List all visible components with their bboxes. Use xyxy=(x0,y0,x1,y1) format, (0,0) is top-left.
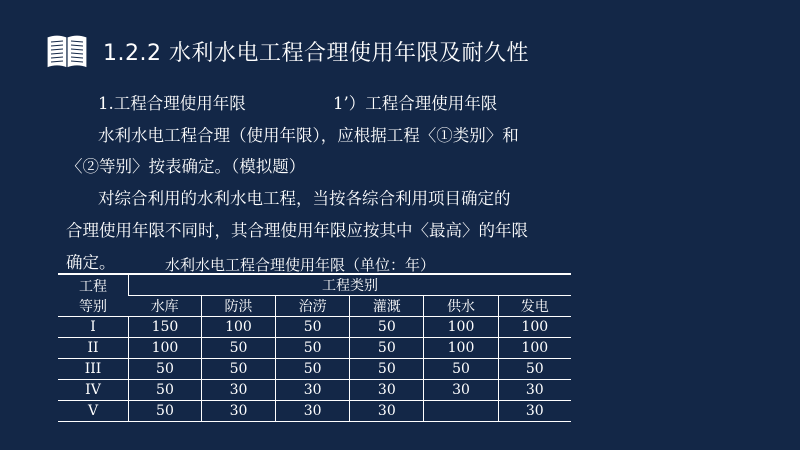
table-cell: 50 xyxy=(276,359,350,380)
table-cell: 30 xyxy=(276,401,350,422)
body-line-2: 水利水电工程合理（使用年限），应根据工程〈①类别〉和 xyxy=(98,126,519,145)
table-caption: 水利水电工程合理使用年限（单位：年） xyxy=(165,256,436,274)
table-cell: 50 xyxy=(201,359,275,380)
table-cell: 100 xyxy=(424,317,498,338)
table-cell: 50 xyxy=(129,359,202,380)
body-line-3: 〈②等别〉按表确定。（模拟题） xyxy=(66,157,306,176)
book-icon xyxy=(44,30,90,72)
category-group-header: 工程类别 xyxy=(129,274,572,296)
table-row xyxy=(58,359,571,380)
table-cell: 30 xyxy=(276,380,350,401)
table-cell: 30 xyxy=(201,401,275,422)
table-cell: 30 xyxy=(201,380,275,401)
table-row xyxy=(58,380,571,401)
table-cell: 100 xyxy=(129,338,202,359)
table-cell: 50 xyxy=(129,380,202,401)
body-line-6: 确定。 xyxy=(66,253,116,272)
table-cell: 30 xyxy=(498,380,571,401)
grade-cell: II xyxy=(58,338,129,359)
grade-header-line-1: 工程 xyxy=(79,278,107,295)
column-header: 防洪 xyxy=(201,296,275,317)
table-cell: 100 xyxy=(498,317,571,338)
table-cell: 50 xyxy=(276,317,350,338)
table-cell: 30 xyxy=(350,380,424,401)
table-cell: 30 xyxy=(350,401,424,422)
table-cell: 50 xyxy=(424,359,498,380)
grade-header-line-2: 等别 xyxy=(79,298,107,315)
table-cell xyxy=(424,401,498,422)
grade-cell: V xyxy=(58,401,129,422)
column-header: 发电 xyxy=(498,296,571,317)
grade-cell: III xyxy=(58,359,129,380)
column-header: 治涝 xyxy=(276,296,350,317)
body-line-1-left: 1.工程合理使用年限 xyxy=(98,94,246,113)
column-header: 水库 xyxy=(129,296,202,317)
table-cell: 50 xyxy=(276,338,350,359)
grade-cell: I xyxy=(58,317,129,338)
table-cell: 100 xyxy=(498,338,571,359)
body-line-4: 对综合利用的水利水电工程，当按各综合利用项目确定的 xyxy=(98,189,511,208)
table-cell: 50 xyxy=(350,317,424,338)
table-cell: 30 xyxy=(424,380,498,401)
table-cell: 100 xyxy=(201,317,275,338)
table-cell: 50 xyxy=(498,359,571,380)
grade-cell: IV xyxy=(58,380,129,401)
page-title: 1.2.2 水利水电工程合理使用年限及耐久性 xyxy=(103,41,529,66)
table-row xyxy=(58,338,571,359)
table-cell: 150 xyxy=(129,317,202,338)
body-line-1-right: 1’）工程合理使用年限 xyxy=(333,94,498,113)
table-cell: 50 xyxy=(201,338,275,359)
column-header: 供水 xyxy=(424,296,498,317)
table-row xyxy=(58,317,571,338)
table-cell: 30 xyxy=(498,401,571,422)
table-cell: 50 xyxy=(350,338,424,359)
table-cell: 50 xyxy=(350,359,424,380)
body-line-5: 合理使用年限不同时，其合理使用年限应按其中〈最高〉的年限 xyxy=(66,221,528,240)
service-life-table xyxy=(58,273,571,422)
table-cell: 100 xyxy=(424,338,498,359)
column-header: 灌溉 xyxy=(350,296,424,317)
table-cell: 50 xyxy=(129,401,202,422)
grade-column-header xyxy=(58,274,129,317)
table-row xyxy=(58,401,571,422)
